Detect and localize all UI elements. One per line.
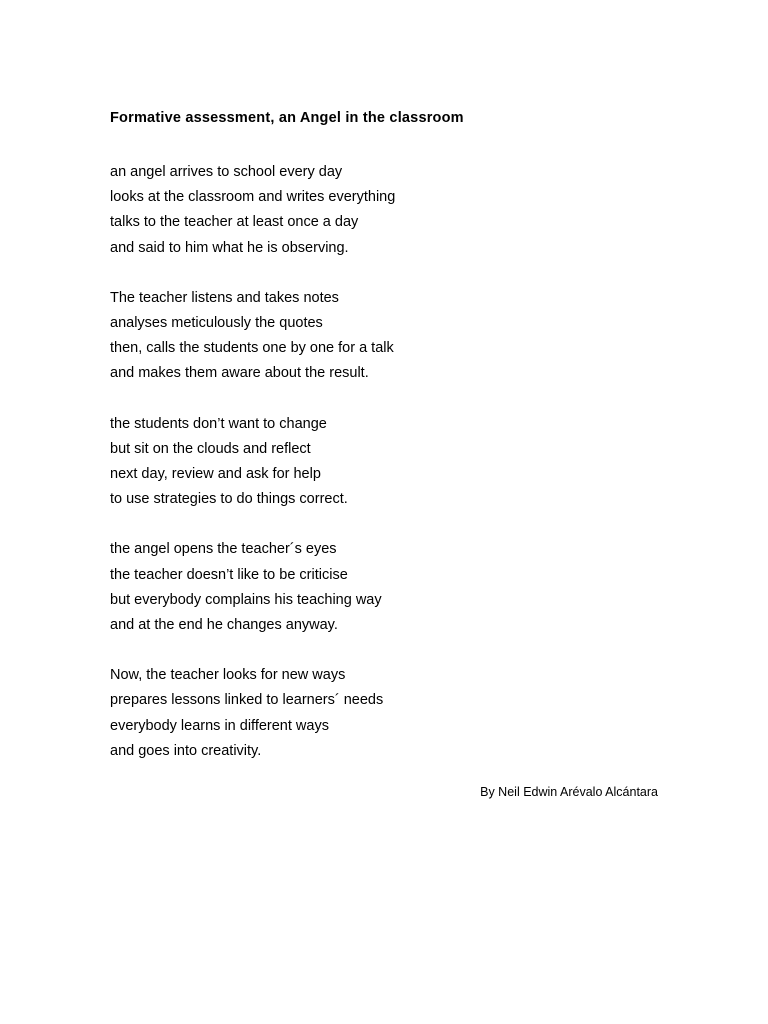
stanza-3 [110, 412, 670, 513]
stanza-2 [110, 286, 670, 387]
poem-line: and makes them aware about the result. [110, 365, 369, 382]
author-byline: By Neil Edwin Arévalo Alcántara [480, 785, 658, 799]
poem-line: Now, the teacher looks for new ways [110, 667, 346, 684]
poem-line: talks to the teacher at least once a day [110, 214, 359, 231]
poem-line: but sit on the clouds and reflect [110, 440, 311, 457]
poem-line: to use strategies to do things correct. [110, 491, 348, 508]
stanza-4 [110, 537, 670, 638]
poem-line: then, calls the students one by one for a talk [110, 340, 394, 357]
poem-line: looks at the classroom and writes everything [110, 189, 396, 206]
stanza-1 [110, 160, 670, 261]
poem-title: Formative assessment, an Angel in the classroom [110, 110, 464, 126]
stanza-5 [110, 663, 670, 764]
poem-line: and said to him what he is observing. [110, 239, 349, 256]
poem-line: an angel arrives to school every day [110, 164, 343, 180]
poem-line: prepares lessons linked to learners´ needs [110, 692, 384, 709]
poem-body [110, 160, 670, 789]
poem-line: and at the end he changes anyway. [110, 617, 338, 634]
poem-line: analyses meticulously the quotes [110, 315, 323, 332]
poem-line: the teacher doesn’t like to be criticise [110, 566, 348, 583]
poem-line: next day, review and ask for help [110, 466, 321, 483]
poem-line: and goes into creativity. [110, 742, 262, 759]
poem-line: the students don’t want to change [110, 415, 327, 432]
poem-line: but everybody complains his teaching way [110, 591, 382, 608]
poem-line: the angel opens the teacher´s eyes [110, 541, 337, 558]
poem-line: The teacher listens and takes notes [110, 289, 339, 306]
poem-line: everybody learns in different ways [110, 717, 329, 734]
